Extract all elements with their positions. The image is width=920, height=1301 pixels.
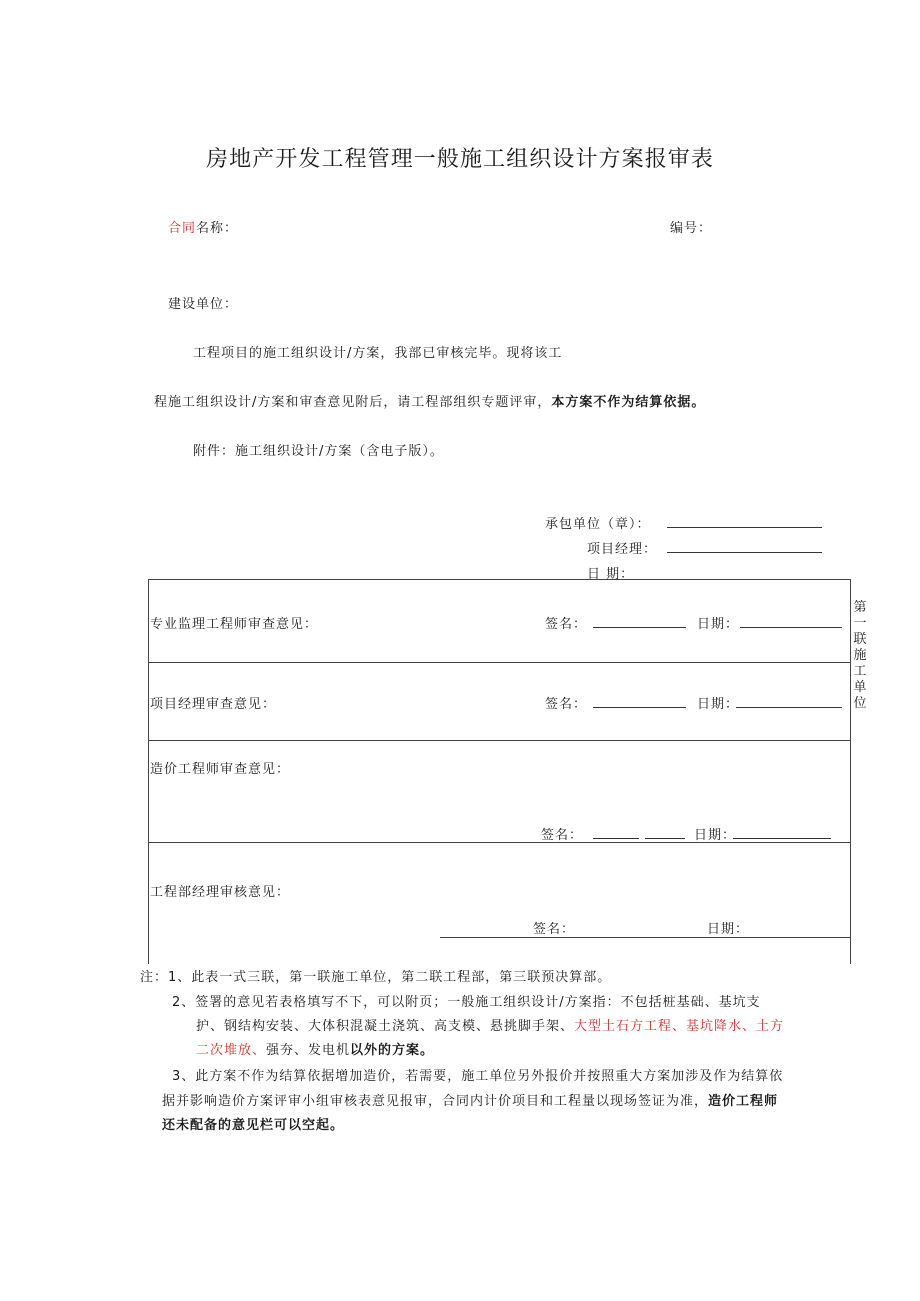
table-row-divider-3 [148,842,851,843]
project-manager-label: 项目经理： [587,542,658,557]
note-2-line-c-normal: 强夯、发电机 [266,1043,351,1058]
note-2-line-b-normal: 护、钢结构安装、大体积混凝土浇筑、高支模、悬挑脚手架、 [196,1019,575,1034]
row-supervisor-sign-label: 签名： [545,617,588,632]
contractor-unit-underline[interactable] [667,515,822,528]
construction-unit-label: 建设单位： [168,297,239,312]
row-manager-date-label: 日期： [697,697,740,712]
contract-name-prefix: 合同 [168,221,197,236]
table-right-border [850,579,851,964]
note-3-line-b-bold: 造价工程师 [708,1094,779,1109]
body-line-2-bold: 本方案不作为结算依据。 [551,395,706,410]
row-cost-sign-field-b[interactable] [645,826,685,839]
table-row-divider-1 [148,662,851,663]
body-line-2 [154,391,705,410]
row-manager-sign-field[interactable] [593,695,686,708]
row-dept-manager-label: 工程部经理审核意见： [150,885,291,900]
body-line-2-normal: 程施工组织设计/方案和审查意见附后，请工程部组织专题评审， [154,395,552,410]
row-dept-date-label: 日期： [707,922,750,937]
row-dept-sign-label: 签名： [533,922,576,937]
note-2-line-b [196,1015,784,1038]
contractor-unit-label: 承包单位（章）： [545,517,651,532]
copy-label-vertical: 第一联施工单位 [853,600,867,711]
note-2-line-c [196,1039,434,1062]
note-2-line-c-bold: 以外的方案。 [350,1043,435,1058]
contract-name-suffix: 名称： [196,221,239,236]
note-3-line-c: 还未配备的意见栏可以空起。 [162,1118,345,1133]
row-supervisor-sign-field[interactable] [593,615,686,628]
row-cost-date-field[interactable] [733,826,831,839]
page-title: 房地产开发工程管理一般施工组织设计方案报审表 [205,147,714,172]
row-manager-label: 项目经理审查意见： [150,697,277,712]
row-cost-sign-label: 签名： [541,828,584,843]
note-3-line-a: 3、此方案不作为结算依据增加造价，若需要，施工单位另外报价并按照重大方案加涉及作为结算依 [172,1069,784,1084]
note-2-line-b-red: 大型土石方工程、基坑降水、土方 [574,1019,785,1034]
contractor-date-label: 日 期： [587,567,635,582]
row-cost-sign-field-a[interactable] [593,826,639,839]
row-cost-date-label: 日期： [694,828,737,843]
note-3-line-b-normal: 据并影响造价方案评审小组审核表意见报审，合同内计价项目和工程量以现场签证为准， [162,1094,709,1109]
number-label: 编号： [670,221,713,236]
table-bottom-border [440,937,851,938]
body-line-1: 工程项目的施工组织设计/方案，我部已审核完毕。现将该工 [193,346,563,361]
row-manager-date-field[interactable] [736,695,842,708]
table-top-border [148,579,851,580]
row-supervisor-label: 专业监理工程师审查意见： [150,617,319,632]
note-2-line-a: 2、签署的意见若表格填写不下，可以附页；一般施工组织设计/方案指：不包括桩基础、基坑支 [172,995,761,1010]
note-1: 注：1、此表一式三联，第一联施工单位，第二联工程部，第三联预决算部。 [140,970,612,985]
project-manager-underline[interactable] [667,540,822,553]
attachment-line: 附件：施工组织设计/方案（含电子版）。 [193,444,444,459]
row-supervisor-date-label: 日期： [697,617,740,632]
table-left-border [148,579,149,964]
row-supervisor-date-field[interactable] [740,615,842,628]
table-row-divider-2 [148,740,851,741]
contract-name-label [168,217,238,236]
note-2-line-c-red: 二次堆放、 [196,1043,267,1058]
note-3-line-b [162,1090,778,1113]
row-manager-sign-label: 签名： [545,697,588,712]
row-cost-engineer-label: 造价工程师审查意见： [150,762,291,777]
